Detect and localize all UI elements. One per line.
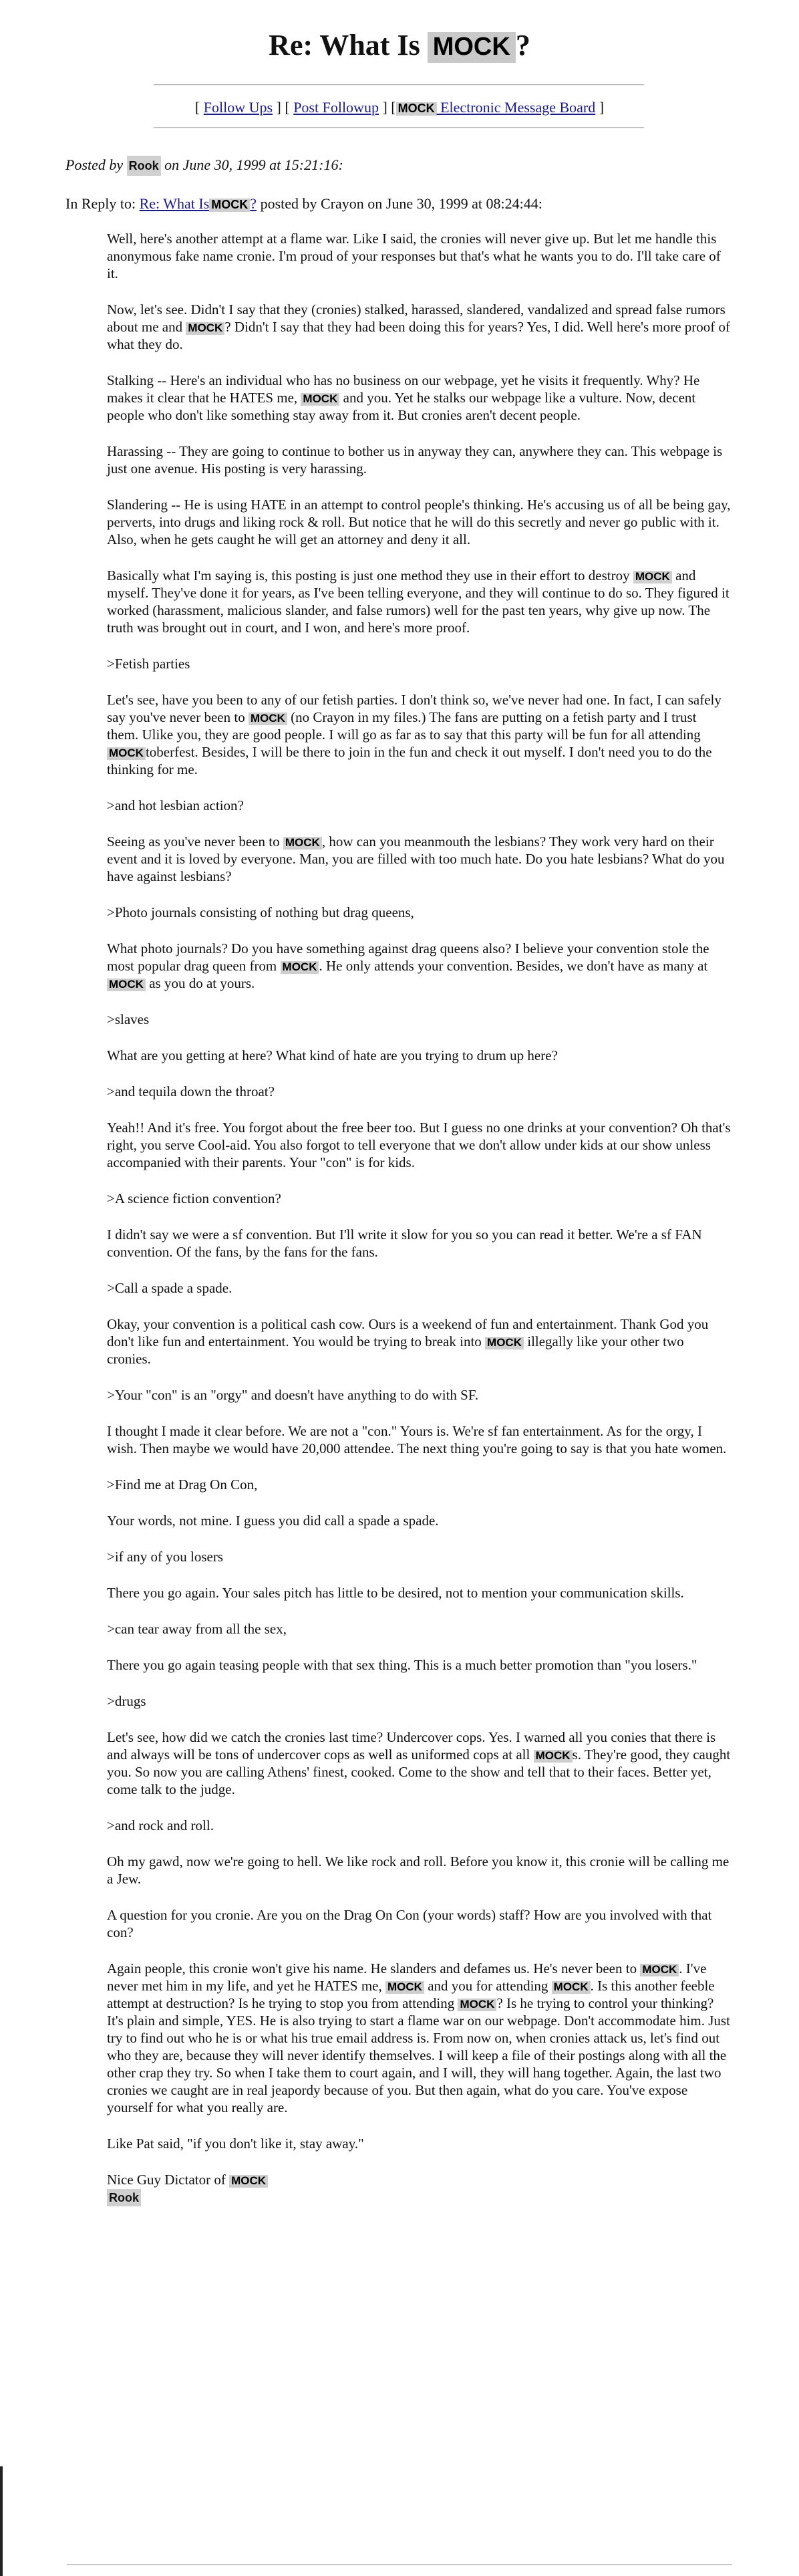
quoted-line: >drugs xyxy=(107,1693,146,1709)
nav-bracket: ] xyxy=(595,99,605,116)
mock-redaction: MOCK xyxy=(534,1750,573,1763)
nav-bracket: [ xyxy=(194,99,204,116)
paragraph: What photo journals? Do you have something against drag queens also? I believe your convention stole the most popular drag queen from MOCK . He only attends your convention. Besides, we don't have as many at MOCK as you do at yours. xyxy=(107,940,709,991)
divider-top xyxy=(154,84,644,86)
paragraph: Now, let's see. Didn't I say that they (cronies) stalked, harassed, slandered, vandalized and spread false rumors about me and MOCK ? Didn't I say that they had been doing this for years? Yes, I did. Well here's more proof of what they do. xyxy=(107,301,730,352)
paragraph: I thought I made it clear before. We are not a "con." Yours is. We're sf fan entertainment. As for the orgy, I wish. Then maybe we would have 20,000 attendee. The next thing you're going to say is that you hate women. xyxy=(107,1423,727,1456)
paragraph: Let's see, how did we catch the cronies last time? Undercover cops. Yes. I warned all you conies that there is and always will be tons of undercover cops as well as uniformed cops at all MOCK s. They're good, they caught you. So now you are calling Athens' finest, cooked. Come to the show and tell that to their faces. Better yet, come talk to the judge. xyxy=(107,1729,731,1797)
parent-post-link[interactable] xyxy=(140,195,257,212)
divider-bottom xyxy=(67,2564,732,2565)
reply-prefix: In Reply to: xyxy=(65,195,140,212)
paragraph: There you go again teasing people with that sex thing. This is a much better promotion than "you losers." xyxy=(107,1657,697,1673)
author-name: Rook xyxy=(127,156,161,176)
paragraph: There you go again. Your sales pitch has little to be desired, not to mention your communication skills. xyxy=(107,1585,684,1601)
quoted-line: >slaves xyxy=(107,1011,150,1027)
mock-redaction: MOCK xyxy=(301,393,339,406)
paragraph: Oh my gawd, now we're going to hell. We like rock and roll. Before you know it, this cronie will be calling me a Jew. xyxy=(107,1853,730,1887)
parent-post-link-text: Re: What Is xyxy=(139,195,210,212)
paragraph: Well, here's another attempt at a flame war. Like I said, the cronies will never give up. But let me handle this anonymous fake name cronie. I'm proud of your responses but that's what he wants you to do. I'll take care of it. xyxy=(107,231,721,281)
nav-separator: ] [ xyxy=(378,99,396,116)
posted-date: on June 30, 1999 at 15:21:16: xyxy=(160,156,343,173)
quoted-line: >and tequila down the throat? xyxy=(107,1083,275,1100)
paragraph: Slandering -- He is using HATE in an attempt to control people's thinking. He's accusing us of all be being gay, perverts, into drugs and liking rock & roll. But notice that he will do this secretly and never go public with it. Also, when he gets caught he will get an attorney and deny it all. xyxy=(107,497,731,547)
left-edge-bar xyxy=(0,2466,3,2576)
page-title xyxy=(0,25,799,66)
paragraph: Again people, this cronie won't give his name. He slanders and defames us. He's never been to MOCK . I've never met him in my life, and yet he HATES me, MOCK and you for attending MOCK . Is this another feeble attempt at destruction? Is he trying to stop you from attending MOCK ? Is he trying to control your thinking? It's plain and simple, YES. He is also trying to start a flame war on our webpage. Don't accommodate him. Just try to find out who he is or what his true email address is. From now on, when cronies attack us, let's find out who they are, because they will never identify themselves. I will keep a file of their postings along with all the other crap they try. So when I take them to court again, and I will, they will hang together. Again, the last two cronies we caught are in real jeapordy because of you. But then again, what do you care. You've expose yourself for what you really are. xyxy=(107,1960,730,2115)
post-followup-link[interactable]: Post Followup xyxy=(293,99,379,116)
quoted-line: >and hot lesbian action? xyxy=(107,797,244,813)
in-reply-to-line xyxy=(65,194,542,214)
quoted-line: >Call a spade a spade. xyxy=(107,1280,232,1296)
mock-redaction: MOCK xyxy=(281,961,319,974)
posted-by-line xyxy=(65,155,343,176)
signature-line xyxy=(107,2188,731,2206)
quoted-line: >if any of you losers xyxy=(107,1549,223,1565)
mock-redaction: MOCK xyxy=(485,1337,524,1349)
paragraph: Let's see, have you been to any of our fetish parties. I don't think so, we've never had one. In fact, I can safely say you've never been to MOCK (no Crayon in my files.) The fans are putting on a fetish party and I trust them. Ulike you, they are good people. I will go as far as to say that this party will be fun for all attending MOCK toberfest. Besides, I will be there to join in the fun and check it out myself. I don't need you to do the thinking for me. xyxy=(107,692,722,777)
nav-separator: ] [ xyxy=(273,99,294,116)
paragraph: Stalking -- Here's an individual who has no business on our webpage, yet he visits it frequently. Why? He makes it clear that he HATES me, MOCK and you. Yet he stalks our webpage like a vulture. Now, decent people who don't like something stay away from it. But cronies aren't decent people. xyxy=(107,372,700,423)
follow-ups-link[interactable]: Follow Ups xyxy=(203,99,273,116)
paragraph: Your words, not mine. I guess you did call a spade a spade. xyxy=(107,1513,439,1529)
quoted-line: >Fetish parties xyxy=(107,656,190,672)
signature-line: Nice Guy Dictator of MOCK xyxy=(107,2171,731,2188)
signature-name: Rook xyxy=(107,2189,141,2206)
parent-post-mock: MOCK xyxy=(209,199,250,212)
message-body xyxy=(107,230,731,2206)
mock-redaction: MOCK xyxy=(186,322,224,335)
posted-prefix: Posted by xyxy=(65,156,127,173)
paragraph: I didn't say we were a sf convention. But I'll write it slow for you so you can read it better. We're a sf FAN convention. Of the fans, by the fans for the fans. xyxy=(107,1227,702,1260)
quoted-line: >Your "con" is an "orgy" and doesn't have anything to do with SF. xyxy=(107,1387,479,1403)
quoted-line: >A science fiction convention? xyxy=(107,1190,281,1206)
paragraph: Like Pat said, "if you don't like it, stay away." xyxy=(107,2136,364,2152)
quoted-line: >can tear away from all the sex, xyxy=(107,1621,287,1637)
title-prefix: Re: What Is xyxy=(269,29,420,61)
mock-redaction: MOCK xyxy=(458,1999,496,2011)
quoted-line: >Photo journals consisting of nothing but drag queens, xyxy=(107,904,414,920)
board-label: Electronic Message Board xyxy=(436,99,596,116)
paragraph: Harassing -- They are going to continue to bother us in anyway they can, anywhere they can. This webpage is just one avenue. His posting is very harassing. xyxy=(107,443,723,477)
paragraph: Yeah!! And it's free. You forgot about the free beer too. But I guess no one drinks at your convention? Oh that's right, you serve Cool-aid. You also forgot to tell everyone that we don't allow under kids at our show unless accompanied with their parents. Your "con" is for kids. xyxy=(107,1120,731,1170)
mock-redaction: MOCK xyxy=(107,979,146,991)
paragraph: A question for you cronie. Are you on the Drag On Con (your words) staff? How are you involved with that con? xyxy=(107,1907,712,1940)
mock-redaction: MOCK xyxy=(385,1981,424,1994)
title-mock-redaction: MOCK xyxy=(428,32,516,63)
title-suffix: ? xyxy=(515,29,530,61)
mock-redaction: MOCK xyxy=(283,837,322,850)
mock-redaction: MOCK xyxy=(229,2175,268,2188)
paragraph: Basically what I'm saying is, this posting is just one method they use in their effort to destroy MOCK and myself. They've done it for years, as I've been telling everyone, and they will continue to do so. They figured it worked (harassment, malicious slander, and false rumors) well for the past ten years, why give up now. The truth was brought out in court, and I won, and here's more proof. xyxy=(107,567,730,636)
nav-links xyxy=(0,98,799,118)
quoted-line: >and rock and roll. xyxy=(107,1817,214,1833)
paragraph: Okay, your convention is a political cash cow. Ours is a weekend of fun and entertainment. Thank God you don't like fun and entertainment. You would be trying to break into MOCK illegally like your other two cronies. xyxy=(107,1316,709,1367)
board-mock-redaction: MOCK xyxy=(396,102,437,116)
message-board-link[interactable] xyxy=(396,99,596,116)
paragraph: Seeing as you've never been to MOCK , how can you meanmouth the lesbians? They work very hard on their event and it is loved by everyone. Man, you are filled with too much hate. Do you hate lesbians? What do you have against lesbians? xyxy=(107,833,725,884)
signature xyxy=(107,2171,731,2206)
quoted-line: >Find me at Drag On Con, xyxy=(107,1476,258,1493)
paragraph: What are you getting at here? What kind of hate are you trying to drum up here? xyxy=(107,1047,558,1063)
mock-redaction: MOCK xyxy=(107,747,146,760)
mock-redaction: MOCK xyxy=(640,1964,679,1976)
divider-mid xyxy=(154,127,644,128)
reply-suffix: posted by Crayon on June 30, 1999 at 08:24:44: xyxy=(257,195,542,212)
mock-redaction: MOCK xyxy=(552,1981,591,1994)
mock-redaction: MOCK xyxy=(249,713,287,725)
parent-post-link-suffix: ? xyxy=(250,195,257,212)
mock-redaction: MOCK xyxy=(633,571,672,584)
